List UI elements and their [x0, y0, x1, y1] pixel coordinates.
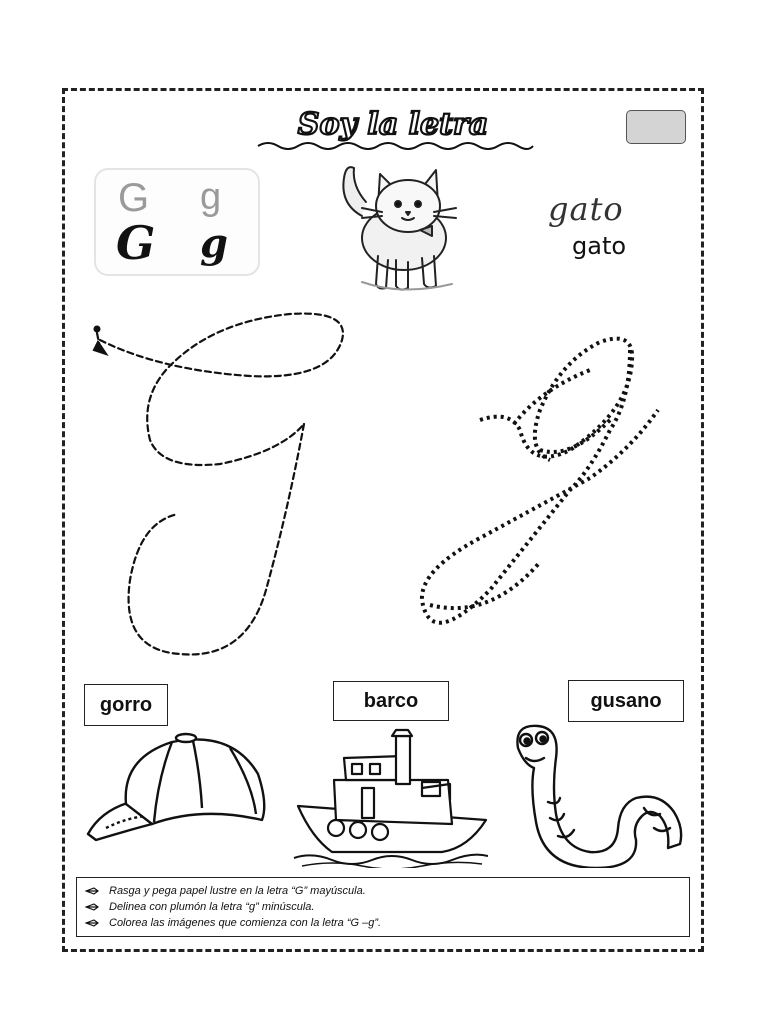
cat-icon: [322, 156, 480, 294]
print-lowercase-letter: g: [200, 176, 222, 218]
pencil-bullet-icon: [85, 902, 99, 912]
instruction-item: [85, 883, 689, 899]
trace-uppercase-g: [94, 314, 343, 655]
instruction-text: Delinea con plumón la letra “g” minúscula.: [109, 901, 315, 913]
page-title: [248, 104, 538, 154]
letters-card: [94, 168, 260, 276]
print-uppercase-letter: G: [118, 176, 150, 220]
grade-box: [626, 110, 686, 144]
label-barco: barco: [333, 681, 449, 721]
worm-icon: [504, 718, 690, 868]
instructions-box: [76, 877, 690, 937]
instruction-item: [85, 915, 689, 931]
word-cursive: gato: [548, 190, 624, 228]
cursive-uppercase-letter: G: [116, 216, 156, 270]
label-gorro: gorro: [84, 684, 168, 726]
cursive-lowercase-letter: g: [200, 220, 228, 267]
trace-lowercase-g: [422, 339, 658, 623]
label-gusano: gusano: [568, 680, 684, 722]
cap-icon: [82, 728, 272, 846]
tracing-area: [70, 300, 700, 670]
pencil-bullet-icon: [85, 918, 99, 928]
word-print: gato: [572, 232, 627, 260]
svg-text:Soy la letra: Soy la letra: [297, 107, 489, 142]
instruction-item: [85, 899, 689, 915]
instruction-text: Rasga y pega papel lustre en la letra “G” mayúscula.: [109, 885, 366, 897]
pencil-bullet-icon: [85, 886, 99, 896]
instruction-text: Colorea las imágenes que comienza con la letra “G –g”.: [109, 917, 382, 929]
boat-icon: [292, 728, 488, 868]
